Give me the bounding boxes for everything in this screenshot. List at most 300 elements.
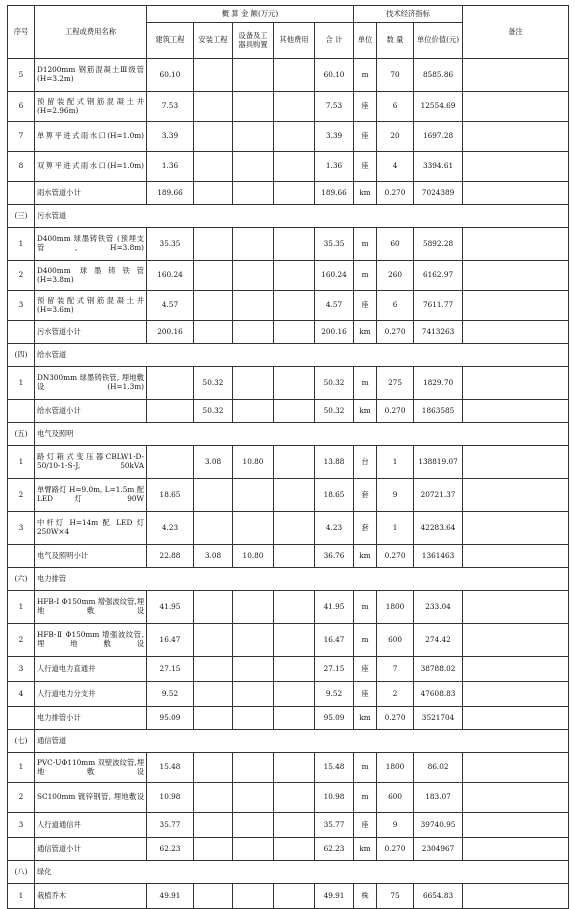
cell-remark [463, 813, 569, 838]
cell-remark [463, 512, 569, 545]
cell-construction: 22.88 [147, 545, 194, 568]
cell-unit: m [354, 591, 377, 624]
table-row [8, 291, 569, 321]
cell-total: 41.95 [315, 591, 354, 624]
cell-qty: 6 [377, 291, 414, 321]
cell-unit-value: 86.02 [414, 753, 463, 783]
cell-remark [463, 228, 569, 261]
cell-construction: 35.35 [147, 228, 194, 261]
cell-unit-value: 42283.64 [414, 512, 463, 545]
cell-total: 36.76 [315, 545, 354, 568]
header-name: 工程或费用名称 [35, 6, 147, 59]
cell-construction: 27.15 [147, 657, 194, 682]
cell-unit: 座 [354, 152, 377, 182]
cell-unit-value: 38788.02 [414, 657, 463, 682]
cell-equipment [233, 59, 274, 92]
cell-seq: 3 [8, 813, 35, 838]
cell-qty: 6 [377, 92, 414, 122]
header-remark: 备注 [463, 6, 569, 59]
subtotal-label: 电力排管小计 [35, 707, 147, 730]
cell-install: 50.32 [194, 400, 233, 423]
cell-construction: 35.77 [147, 813, 194, 838]
cell-qty: 1800 [377, 591, 414, 624]
cell-install [194, 813, 233, 838]
cell-name: 预留装配式钢筋混凝土井(H=3.6m) [35, 291, 147, 321]
cell-install [194, 783, 233, 813]
cell-seq: 3 [8, 512, 35, 545]
cell-unit: m [354, 753, 377, 783]
table-row [8, 682, 569, 707]
cell-unit-value: 3394.61 [414, 152, 463, 182]
cell-total: 3.39 [315, 122, 354, 152]
subtotal-label: 通信管道小计 [35, 838, 147, 861]
cell-qty: 0.270 [377, 545, 414, 568]
cell-unit-value: 7024389 [414, 182, 463, 205]
table-body [8, 59, 569, 909]
cell-remark [463, 92, 569, 122]
cell-total: 50.32 [315, 367, 354, 400]
cell-qty: 70 [377, 59, 414, 92]
cell-install: 3.08 [194, 545, 233, 568]
section-row [8, 423, 569, 446]
cell-qty: 1 [377, 512, 414, 545]
cell-unit: 座 [354, 291, 377, 321]
cell-install [194, 657, 233, 682]
cell-construction: 9.52 [147, 682, 194, 707]
cell-unit-value: 1697.28 [414, 122, 463, 152]
cell-equipment [233, 479, 274, 512]
cell-seq: (六) [8, 568, 35, 591]
cell-qty: 600 [377, 624, 414, 657]
cell-construction: 15.48 [147, 753, 194, 783]
table-row [8, 813, 569, 838]
cell-remark [463, 657, 569, 682]
cell-other [274, 783, 315, 813]
cell-unit: km [354, 321, 377, 344]
cell-unit-value: 1863585 [414, 400, 463, 423]
cell-install [194, 261, 233, 291]
cell-other [274, 261, 315, 291]
cell-install [194, 624, 233, 657]
cell-equipment [233, 591, 274, 624]
cell-other [274, 512, 315, 545]
cell-remark [463, 446, 569, 479]
cell-qty: 75 [377, 884, 414, 909]
cell-other [274, 682, 315, 707]
cell-seq [8, 182, 35, 205]
cell-seq [8, 400, 35, 423]
cell-other [274, 624, 315, 657]
cell-total: 10.98 [315, 783, 354, 813]
cell-equipment [233, 152, 274, 182]
cell-remark [463, 591, 569, 624]
table-row [8, 152, 569, 182]
cell-total: 62.23 [315, 838, 354, 861]
cell-install [194, 479, 233, 512]
cell-equipment [233, 122, 274, 152]
cell-name: PVC-UΦ110mm 双壁波纹管,埋地敷设 [35, 753, 147, 783]
cell-equipment: 10.80 [233, 446, 274, 479]
cell-seq: 1 [8, 591, 35, 624]
cell-other [274, 59, 315, 92]
cell-seq: (七) [8, 730, 35, 753]
subtotal-row [8, 545, 569, 568]
cell-construction: 200.16 [147, 321, 194, 344]
cell-qty: 0.270 [377, 400, 414, 423]
cell-other [274, 122, 315, 152]
cell-qty: 0.270 [377, 182, 414, 205]
cell-equipment [233, 753, 274, 783]
cell-remark [463, 291, 569, 321]
cell-seq: 8 [8, 152, 35, 182]
cell-name: 单箅平进式雨水口(H=1.0m) [35, 122, 147, 152]
cell-seq: (五) [8, 423, 35, 446]
cell-total: 35.77 [315, 813, 354, 838]
cell-total: 16.47 [315, 624, 354, 657]
cell-install [194, 512, 233, 545]
cell-unit: m [354, 783, 377, 813]
cell-qty: 0.270 [377, 707, 414, 730]
cell-total: 160.24 [315, 261, 354, 291]
cell-construction: 62.23 [147, 838, 194, 861]
cell-name: DN300mm 球墨铸铁管, 埋地敷设(H=1.3m) [35, 367, 147, 400]
cell-qty: 9 [377, 479, 414, 512]
cell-remark [463, 152, 569, 182]
cell-install [194, 59, 233, 92]
cell-other [274, 400, 315, 423]
cell-seq: 2 [8, 783, 35, 813]
table-row [8, 367, 569, 400]
cell-seq: 1 [8, 228, 35, 261]
cell-other [274, 591, 315, 624]
cell-unit-value: 2304967 [414, 838, 463, 861]
cell-seq: 1 [8, 753, 35, 783]
cell-total: 9.52 [315, 682, 354, 707]
cell-qty: 0.270 [377, 838, 414, 861]
header-unit: 单位 [354, 23, 377, 59]
cell-equipment [233, 783, 274, 813]
cell-seq: 2 [8, 624, 35, 657]
cell-seq: 7 [8, 122, 35, 152]
cell-install [194, 707, 233, 730]
cell-unit: km [354, 182, 377, 205]
cell-other [274, 182, 315, 205]
table-row [8, 261, 569, 291]
section-row [8, 568, 569, 591]
cell-total: 50.32 [315, 400, 354, 423]
cell-equipment [233, 813, 274, 838]
cell-remark [463, 367, 569, 400]
cell-install [194, 753, 233, 783]
cell-unit: 台 [354, 446, 377, 479]
cell-qty: 9 [377, 813, 414, 838]
cell-unit: km [354, 838, 377, 861]
cell-total: 27.15 [315, 657, 354, 682]
cell-unit: km [354, 400, 377, 423]
cell-unit: 套 [354, 479, 377, 512]
cell-install [194, 182, 233, 205]
cell-remark [463, 59, 569, 92]
cell-construction: 60.10 [147, 59, 194, 92]
cell-unit-value: 274.42 [414, 624, 463, 657]
cell-total: 4.23 [315, 512, 354, 545]
cell-remark [463, 753, 569, 783]
estimate-table [7, 5, 569, 909]
cell-remark [463, 400, 569, 423]
header-equipment: 设备及工器具购置 [233, 23, 274, 59]
cell-equipment [233, 682, 274, 707]
cell-name: D400mm 球墨铸铁管(H=3.8m) [35, 261, 147, 291]
header-seq: 序号 [8, 6, 35, 59]
cell-name: SC100mm 镀锌钢管, 埋地敷设 [35, 783, 147, 813]
cell-unit: m [354, 261, 377, 291]
subtotal-row [8, 321, 569, 344]
cell-unit: 座 [354, 682, 377, 707]
cell-name: D400mm 球墨铸铁管 (预埋支管, H=3.8m) [35, 228, 147, 261]
cell-install [194, 291, 233, 321]
subtotal-label: 雨水管道小计 [35, 182, 147, 205]
cell-unit: m [354, 228, 377, 261]
section-title: 绿化 [35, 861, 569, 884]
cell-construction: 189.66 [147, 182, 194, 205]
cell-construction: 3.39 [147, 122, 194, 152]
cell-seq [8, 545, 35, 568]
cell-qty: 1800 [377, 753, 414, 783]
cell-construction [147, 446, 194, 479]
cell-qty: 1 [377, 446, 414, 479]
subtotal-row [8, 400, 569, 423]
cell-name: 单臂路灯 H=9.0m, L=1.5m 配LED灯 90W [35, 479, 147, 512]
cell-remark [463, 838, 569, 861]
cell-install [194, 838, 233, 861]
cell-total: 189.66 [315, 182, 354, 205]
cell-seq [8, 321, 35, 344]
cell-construction: 16.47 [147, 624, 194, 657]
cell-unit: 座 [354, 92, 377, 122]
section-title: 电力排管 [35, 568, 569, 591]
table-row [8, 479, 569, 512]
cell-unit-value: 6654.83 [414, 884, 463, 909]
cell-unit: 株 [354, 884, 377, 909]
cell-seq: (三) [8, 205, 35, 228]
cell-seq: 5 [8, 59, 35, 92]
cell-qty: 4 [377, 152, 414, 182]
table-row [8, 884, 569, 909]
cell-seq: 1 [8, 446, 35, 479]
cell-install [194, 682, 233, 707]
header-tech-group: 技术经济指标 [354, 6, 463, 23]
cell-unit-value: 3521704 [414, 707, 463, 730]
cell-other [274, 884, 315, 909]
cell-remark [463, 261, 569, 291]
section-title: 通信管道 [35, 730, 569, 753]
cell-unit: 座 [354, 657, 377, 682]
section-row [8, 205, 569, 228]
cell-qty: 260 [377, 261, 414, 291]
cell-name: 栽植乔木 [35, 884, 147, 909]
cell-qty: 2 [377, 682, 414, 707]
cell-unit: m [354, 59, 377, 92]
table-header [8, 6, 569, 59]
cell-qty: 600 [377, 783, 414, 813]
cell-install [194, 92, 233, 122]
cell-construction [147, 400, 194, 423]
cell-construction [147, 367, 194, 400]
cell-unit: 座 [354, 122, 377, 152]
table-row [8, 657, 569, 682]
cell-name: 人行道电力直通井 [35, 657, 147, 682]
section-title: 污水管道 [35, 205, 569, 228]
cell-seq [8, 838, 35, 861]
cell-qty: 275 [377, 367, 414, 400]
table-row [8, 753, 569, 783]
cell-qty: 0.270 [377, 321, 414, 344]
cell-equipment [233, 92, 274, 122]
cell-seq: 3 [8, 657, 35, 682]
header-construction: 建筑工程 [147, 23, 194, 59]
cell-remark [463, 479, 569, 512]
cell-remark [463, 182, 569, 205]
cell-other [274, 657, 315, 682]
cell-total: 35.35 [315, 228, 354, 261]
cell-seq: (八) [8, 861, 35, 884]
cell-other [274, 291, 315, 321]
cell-equipment [233, 884, 274, 909]
cell-other [274, 753, 315, 783]
cell-name: 人行道电力分支井 [35, 682, 147, 707]
cell-other [274, 228, 315, 261]
cell-construction: 49.91 [147, 884, 194, 909]
cell-other [274, 545, 315, 568]
cell-equipment [233, 261, 274, 291]
cell-unit-value: 20721.37 [414, 479, 463, 512]
cell-name: 人行道通信井 [35, 813, 147, 838]
cell-name: D1200mm 钢筋混凝土Ⅲ级管(H=3.2m) [35, 59, 147, 92]
cell-unit-value: 47608.83 [414, 682, 463, 707]
cell-remark [463, 122, 569, 152]
header-total: 合 计 [315, 23, 354, 59]
cell-other [274, 813, 315, 838]
cell-unit-value: 1361463 [414, 545, 463, 568]
cell-seq [8, 707, 35, 730]
cell-other [274, 367, 315, 400]
cell-equipment [233, 228, 274, 261]
cell-equipment [233, 182, 274, 205]
cell-equipment [233, 838, 274, 861]
cell-unit-value: 39740.95 [414, 813, 463, 838]
table-row [8, 591, 569, 624]
header-qty: 数 量 [377, 23, 414, 59]
header-unit-value: 单位价值(元) [414, 23, 463, 59]
cell-unit-value: 7413263 [414, 321, 463, 344]
cell-equipment [233, 291, 274, 321]
section-title: 给水管道 [35, 344, 569, 367]
subtotal-row [8, 838, 569, 861]
cell-other [274, 707, 315, 730]
cell-other [274, 92, 315, 122]
cell-total: 1.36 [315, 152, 354, 182]
cell-total: 95.09 [315, 707, 354, 730]
cell-unit-value: 5892.28 [414, 228, 463, 261]
table-row [8, 228, 569, 261]
cell-equipment [233, 400, 274, 423]
cell-other [274, 446, 315, 479]
cell-remark [463, 624, 569, 657]
cell-unit-value: 138819.07 [414, 446, 463, 479]
cell-seq: (四) [8, 344, 35, 367]
cell-total: 13.88 [315, 446, 354, 479]
cell-seq: 1 [8, 367, 35, 400]
cell-install [194, 591, 233, 624]
cell-equipment [233, 707, 274, 730]
cell-total: 4.57 [315, 291, 354, 321]
cell-name: 双箅平进式雨水口(H=1.0m) [35, 152, 147, 182]
cell-name: 路灯箱式变压器CBLW1-D-50/10-1-S-J, 50kVA [35, 446, 147, 479]
cell-name: 预留装配式钢筋混凝土井(H=2.96m) [35, 92, 147, 122]
subtotal-row [8, 182, 569, 205]
header-install: 安装工程 [194, 23, 233, 59]
cell-install: 3.08 [194, 446, 233, 479]
cell-unit: km [354, 545, 377, 568]
cell-unit-value: 8585.86 [414, 59, 463, 92]
cell-equipment [233, 657, 274, 682]
cell-equipment: 10.80 [233, 545, 274, 568]
cell-seq: 6 [8, 92, 35, 122]
cell-other [274, 321, 315, 344]
cell-remark [463, 707, 569, 730]
cell-total: 49.91 [315, 884, 354, 909]
table-row [8, 624, 569, 657]
cell-seq: 1 [8, 884, 35, 909]
section-row [8, 861, 569, 884]
cell-seq: 2 [8, 479, 35, 512]
document-page [7, 5, 568, 909]
cell-qty: 60 [377, 228, 414, 261]
cell-construction: 4.23 [147, 512, 194, 545]
cell-install [194, 228, 233, 261]
table-row [8, 512, 569, 545]
cell-equipment [233, 321, 274, 344]
cell-equipment [233, 512, 274, 545]
table-row [8, 122, 569, 152]
cell-total: 18.65 [315, 479, 354, 512]
cell-construction: 160.24 [147, 261, 194, 291]
cell-construction: 18.65 [147, 479, 194, 512]
cell-unit-value: 12554.69 [414, 92, 463, 122]
table-row [8, 92, 569, 122]
cell-seq: 2 [8, 261, 35, 291]
cell-construction: 10.98 [147, 783, 194, 813]
cell-unit-value: 7611.77 [414, 291, 463, 321]
cell-total: 60.10 [315, 59, 354, 92]
cell-other [274, 838, 315, 861]
cell-install [194, 152, 233, 182]
cell-remark [463, 884, 569, 909]
section-row [8, 730, 569, 753]
cell-construction: 1.36 [147, 152, 194, 182]
cell-total: 7.53 [315, 92, 354, 122]
cell-total: 15.48 [315, 753, 354, 783]
cell-construction: 4.57 [147, 291, 194, 321]
table-row [8, 446, 569, 479]
cell-name: HFB-Ⅱ Φ150mm 增强波纹管,埋地敷设 [35, 624, 147, 657]
cell-unit: m [354, 624, 377, 657]
cell-install [194, 321, 233, 344]
cell-unit-value: 233.04 [414, 591, 463, 624]
subtotal-label: 电气及照明小计 [35, 545, 147, 568]
subtotal-label: 污水管道小计 [35, 321, 147, 344]
cell-remark [463, 321, 569, 344]
